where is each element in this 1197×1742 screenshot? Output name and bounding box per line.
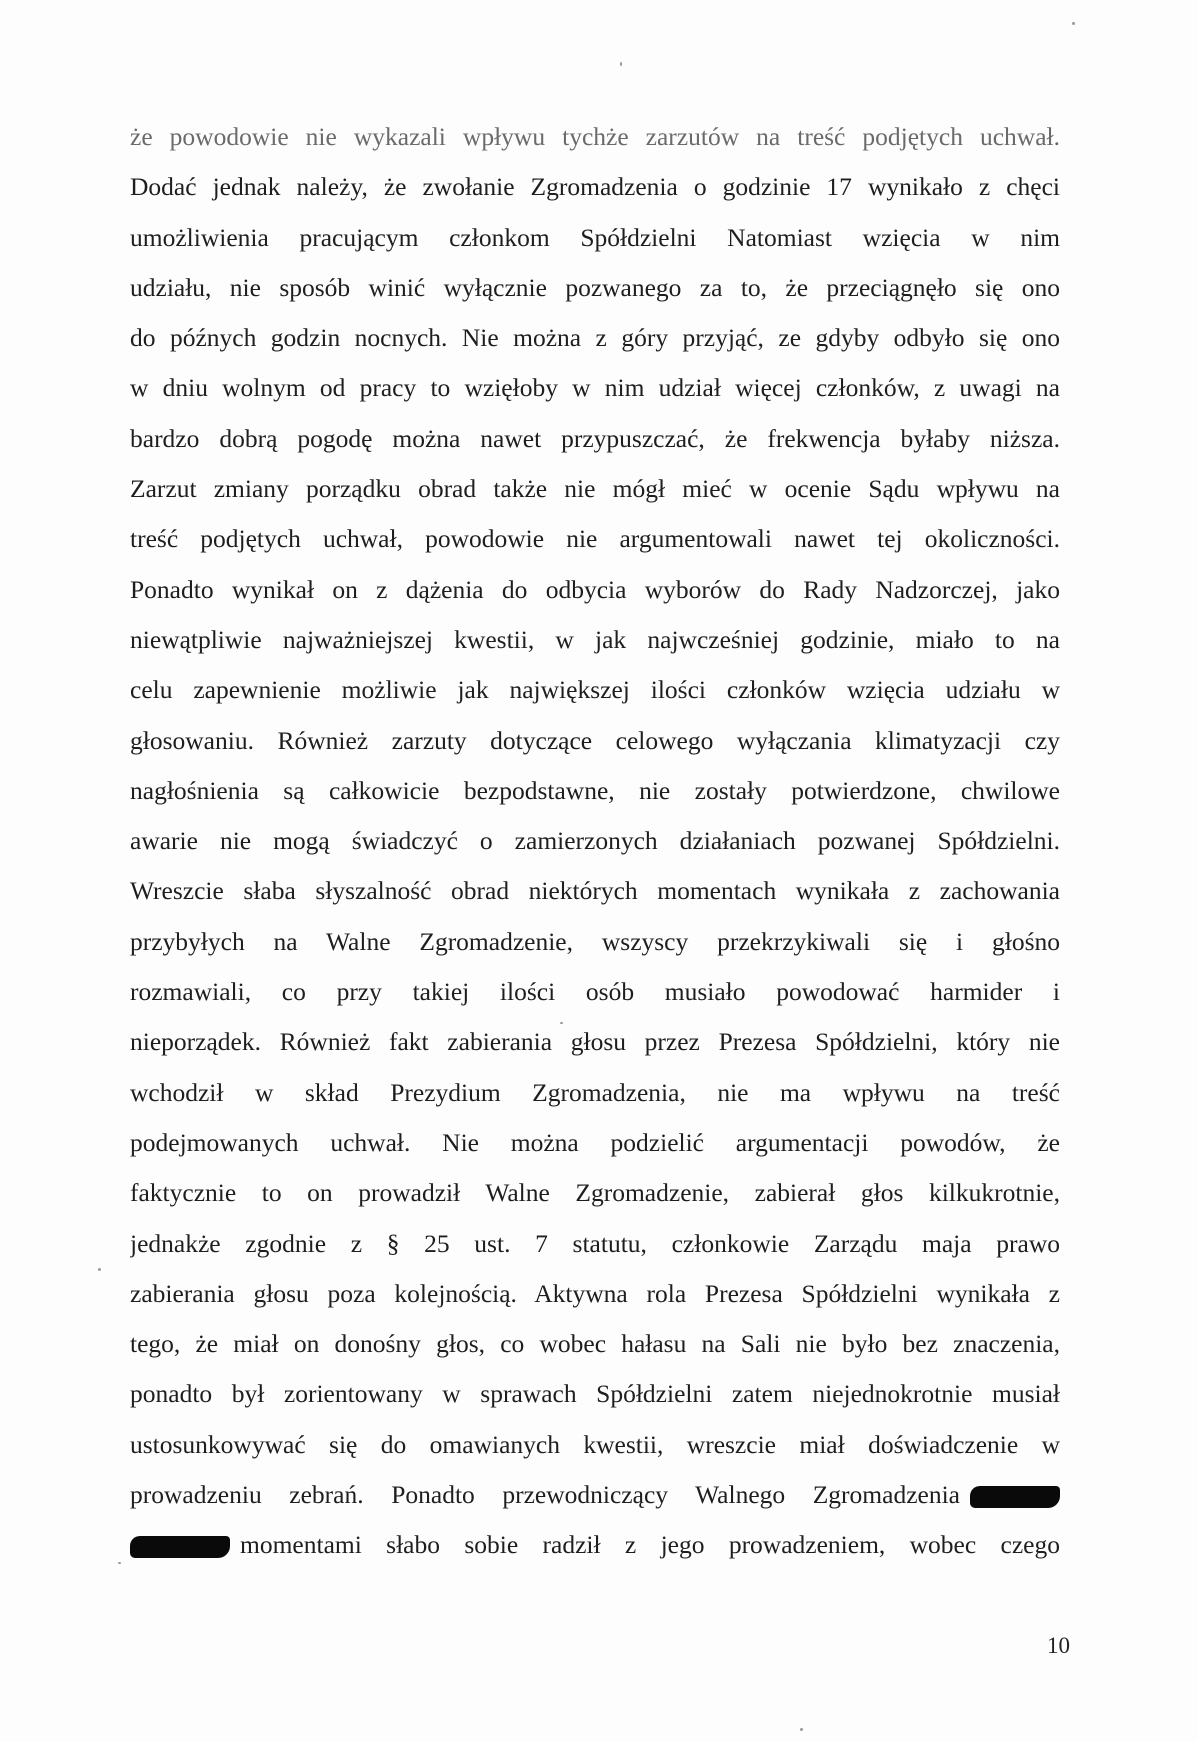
body-text <box>130 112 1060 1571</box>
text-line-23: jednakże zgodnie z § 25 ust. 7 statutu, członkowie Zarządu maja prawo <box>130 1228 1060 1258</box>
text-line-16: Wreszcie słaba słyszalność obrad niektórych momentach wynikała z zachowania <box>130 876 1060 906</box>
page-number: 10 <box>1047 1633 1070 1658</box>
text-line-2: Dodać jednak należy, że zwołanie Zgromadzenia o godzinie 17 wynikało z chęci <box>130 172 1060 202</box>
text-line-28-text: prowadzeniu zebrań. Ponadto przewodniczący Walnego Zgromadzenia <box>130 1480 960 1510</box>
text-line-29-text: momentami słabo sobie radził z jego prowadzeniem, wobec czego <box>240 1530 1060 1560</box>
text-line-11: niewątpliwie najważniejszej kwestii, w jak najwcześniej godzinie, miało to na <box>130 624 1060 654</box>
text-line-13: głosowaniu. Również zarzuty dotyczące celowego wyłączania klimatyzacji czy <box>130 725 1060 755</box>
text-line-26: ponadto był zorientowany w sprawach Spółdzielni zatem niejednokrotnie musiał <box>130 1379 1060 1409</box>
redaction-mark <box>130 1536 230 1558</box>
text-line-9: treść podjętych uchwał, powodowie nie argumentowali nawet tej okoliczności. <box>130 524 1060 554</box>
scan-speck <box>98 1268 101 1271</box>
text-line-10: Ponadto wynikał on z dążenia do odbycia wyborów do Rady Nadzorczej, jako <box>130 574 1060 604</box>
text-line-5: do późnych godzin nocnych. Nie można z góry przyjąć, ze gdyby odbyło się ono <box>130 323 1060 353</box>
text-line-7: bardzo dobrą pogodę można nawet przypuszczać, że frekwencja byłaby niższa. <box>130 423 1060 453</box>
text-line-29 <box>130 1520 1060 1570</box>
text-line-18: rozmawiali, co przy takiej ilości osób musiało powodować harmider i <box>130 977 1060 1007</box>
text-line-28 <box>130 1470 1060 1520</box>
text-line-12: celu zapewnienie możliwie jak największej ilości członków wzięcia udziału w <box>130 675 1060 705</box>
text-line-27: ustosunkowywać się do omawianych kwestii, wreszcie miał doświadczenie w <box>130 1429 1060 1459</box>
text-line-25: tego, że miał on donośny głos, co wobec hałasu na Sali nie było bez znaczenia, <box>130 1329 1060 1359</box>
scan-speck <box>620 62 622 66</box>
text-line-14: nagłośnienia są całkowicie bezpodstawne, nie zostały potwierdzone, chwilowe <box>130 775 1060 805</box>
scan-speck <box>1072 22 1075 25</box>
text-line-6: w dniu wolnym od pracy to wzięłoby w nim udział więcej członków, z uwagi na <box>130 373 1060 403</box>
text-line-19: nieporządek. Również fakt zabierania głosu przez Prezesa Spółdzielni, który nie <box>130 1027 1060 1057</box>
scan-speck <box>118 1562 121 1564</box>
text-line-15: awarie nie mogą świadczyć o zamierzonych działaniach pozwanej Spółdzielni. <box>130 826 1060 856</box>
text-line-1: że powodowie nie wykazali wpływu tychże zarzutów na treść podjętych uchwał. <box>130 122 1060 151</box>
text-line-3: umożliwienia pracującym członkom Spółdzielni Natomiast wzięcia w nim <box>130 222 1060 252</box>
text-line-4: udziału, nie sposób winić wyłącznie pozwanego za to, że przeciągnęło się ono <box>130 272 1060 302</box>
text-line-21: podejmowanych uchwał. Nie można podzielić argumentacji powodów, że <box>130 1127 1060 1157</box>
text-line-24: zabierania głosu poza kolejnością. Aktywna rola Prezesa Spółdzielni wynikała z <box>130 1278 1060 1308</box>
scan-speck <box>800 1728 803 1731</box>
text-line-17: przybyłych na Walne Zgromadzenie, wszyscy przekrzykiwali się i głośno <box>130 926 1060 956</box>
scan-speck <box>560 1022 563 1024</box>
text-line-20: wchodził w skład Prezydium Zgromadzenia, nie ma wpływu na treść <box>130 1077 1060 1107</box>
redaction-mark <box>970 1486 1060 1508</box>
text-line-22: faktycznie to on prowadził Walne Zgromadzenie, zabierał głos kilkukrotnie, <box>130 1178 1060 1208</box>
text-line-8: Zarzut zmiany porządku obrad także nie mógł mieć w ocenie Sądu wpływu na <box>130 474 1060 504</box>
